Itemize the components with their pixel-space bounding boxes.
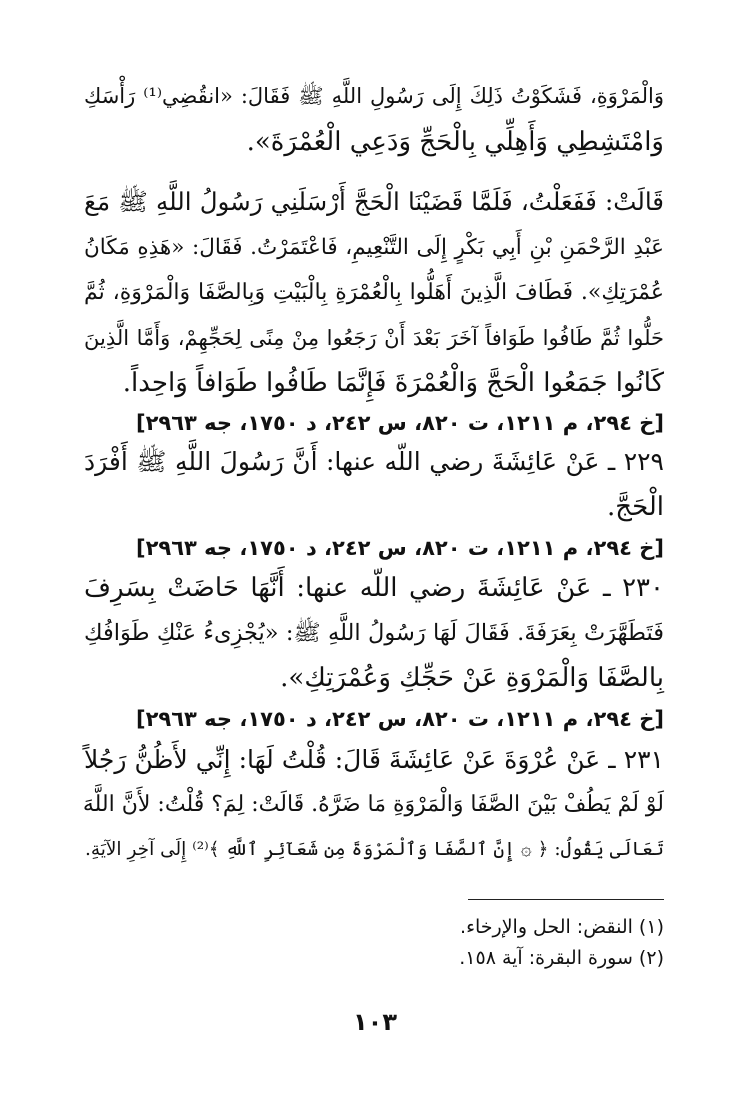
text-line: كَانُوا جَمَعُوا الْحَجَّ وَالْعُمْرَةَ فَإِنَّمَا طَافُوا طَوَافاً وَاحِداً. [122, 368, 664, 398]
text-line: عُمْرَتِكِ». فَطَافَ الَّذِينَ أَهَلُّوا بِالْعُمْرَةِ بِالْبَيْتِ وَبِالصَّفَا وَالْمَرْوَةِ، ثُمَّ [84, 280, 664, 305]
text-line: ٢٣١ ـ عَنْ عُرْوَةَ عَنْ عَائِشَةَ قَالَ: قُلْتُ لَهَا: إِنِّي لأَظُنُّ رَجُلاً [84, 745, 664, 774]
text-line: بِالصَّفَا وَالْمَرْوَةِ عَنْ حَجِّكِ وَعُمْرَتِكِ». [280, 663, 664, 693]
hadith-reference: [خ ٢٩٤، م ١٢١١، ت ٨٢٠، س ٢٤٢، د ١٧٥٠، جه ٢٩٦٣] [135, 536, 664, 560]
text-line: لَوْ لَمْ يَطُفْ بَيْنَ الصَّفَا وَالْمَرْوَةِ مَا ضَرَّهُ. قَالَتْ: لِمَ؟ قُلْتُ: لأَنَّ اللَّهَ [82, 792, 664, 817]
hadith-reference: [خ ٢٩٤، م ١٢١١، ت ٨٢٠، س ٢٤٢، د ١٧٥٠، جه ٢٩٦٣] [135, 411, 664, 435]
text-line: وَالْمَرْوَةِ، فَشَكَوْتُ ذَلِكَ إِلَى رَسُولِ اللَّهِ ﷺ فَقَالَ: «انقُضِي⁽¹⁾ رَأْسَكِ [84, 84, 664, 108]
text-line: عَبْدِ الرَّحْمَنِ بْنِ أَبِي بَكْرٍ إِلَى التَّنْعِيمِ، فَاعْتَمَرْتُ. فَقَالَ: «هَذِهِ مَكَانُ [84, 235, 664, 260]
hadith-reference: [خ ٢٩٤، م ١٢١١، ت ٨٢٠، س ٢٤٢، د ١٧٥٠، جه ٢٩٦٣] [135, 707, 664, 731]
text-line: ٢٢٩ ـ عَنْ عَائِشَةَ رضي اللّه عنها: أَنَّ رَسُولَ اللَّهِ ﷺ أَفْرَدَ [84, 447, 664, 476]
text-line: حَلُّوا ثُمَّ طَافُوا طَوَافاً آخَرَ بَعْدَ أَنْ رَجَعُوا مِنْ مِنًى لِحَجِّهِمْ، وَأَمَّا الَّذِينَ [84, 326, 664, 350]
text-line: تَعَالَى يَقُولُ: ﴿ ۞ إِنَّ ٱلصَّفَا وَٱلْمَرْوَةَ مِن شَعَآئِرِ ٱللَّهِ ﴾⁽²⁾ إِلَى آخِرِ الآيَةِ. [84, 839, 664, 860]
text-line: وَامْتَشِطِي وَأَهِلِّي بِالْحَجِّ وَدَعِي الْعُمْرَةَ». [246, 127, 664, 157]
footnote-divider [468, 899, 664, 900]
text-line: الْحَجَّ. [607, 492, 664, 522]
text-line: قَالَتْ: فَفَعَلْتُ، فَلَمَّا قَضَيْنَا الْحَجَّ أَرْسَلَنِي رَسُولُ اللَّهِ ﷺ مَعَ [84, 187, 664, 216]
footnote: (٢) سورة البقرة: آية ١٥٨. [459, 947, 664, 969]
page-number: ١٠٣ [353, 1008, 397, 1036]
footnote: (١) النقض: الحل والإرخاء. [460, 916, 664, 938]
text-line: ٢٣٠ ـ عَنْ عَائِشَةَ رضي اللّه عنها: أَنَّهَا حَاضَتْ بِسَرِفَ [84, 573, 664, 603]
text-line: فَتَطَهَّرَتْ بِعَرَفَةَ. فَقَالَ لَهَا رَسُولُ اللَّهِ ﷺ: «يُجْزِىءُ عَنْكِ طَوَافُكِ [84, 620, 664, 646]
